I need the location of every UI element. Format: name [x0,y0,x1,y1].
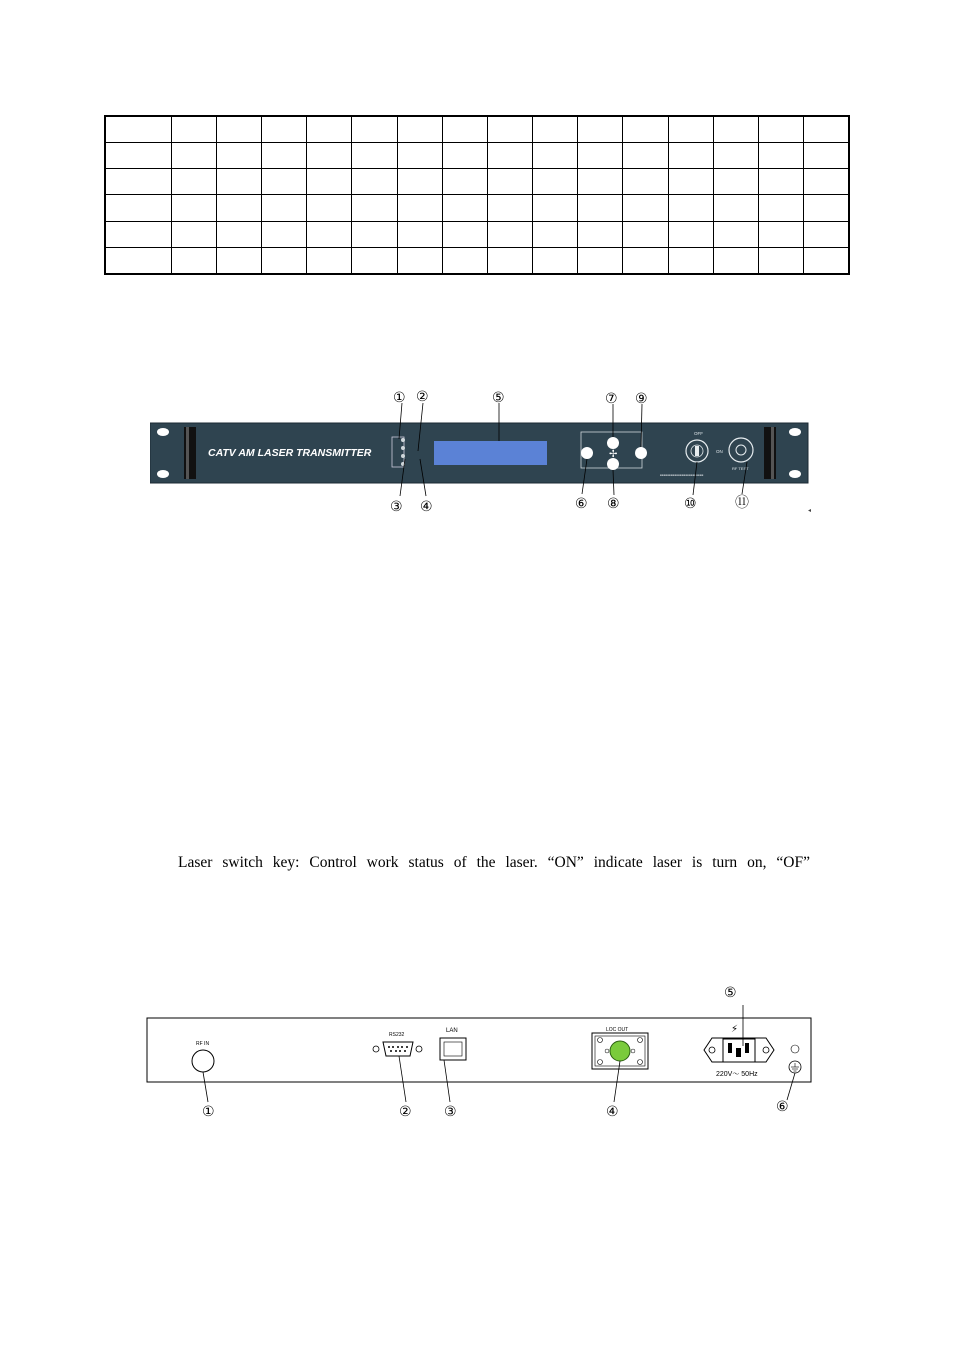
led-indicator [401,446,405,450]
rs232-label: RS232 [389,1032,405,1038]
table-cell [804,195,849,221]
table-cell [397,169,442,195]
back-callout-5: ⑤ [724,984,737,1000]
table-cell [216,116,261,143]
key-right[interactable] [635,447,647,459]
table-cell [713,116,758,143]
table-cell [623,143,668,169]
table-cell [623,247,668,274]
table-cell [578,169,623,195]
table-cell [668,221,713,247]
svg-text:✢: ✢ [609,449,618,460]
callout-4: ④ [420,498,433,514]
table-cell [352,195,397,221]
laser-switch-paragraph: Laser switch key: Control work status of the laser. “ON” indicate laser is turn on, “OF” [178,854,810,871]
table-cell [352,169,397,195]
table-cell [759,247,804,274]
table-cell [487,143,532,169]
table-cell [105,169,171,195]
table-cell [804,247,849,274]
table-cell [442,247,487,274]
table-cell [759,221,804,247]
table-cell [623,221,668,247]
table-cell [262,195,307,221]
callout-6: ⑥ [575,495,588,511]
table-cell [352,221,397,247]
table-cell [713,247,758,274]
table-cell [307,116,352,143]
table-cell [397,247,442,274]
front-panel-figure [150,385,812,520]
table-cell [487,169,532,195]
right-handle [764,427,776,479]
table-cell [171,169,216,195]
table-cell [216,247,261,274]
table-cell [533,116,578,143]
table-cell [171,116,216,143]
table-cell [352,247,397,274]
rf-in-port[interactable] [192,1050,214,1072]
mount-hole [789,428,801,436]
table-cell [713,195,758,221]
table-cell [759,143,804,169]
power-icon: ⚡ [731,1024,739,1035]
callout-5: ⑤ [492,389,505,405]
lcd-display [434,441,547,465]
table-cell [804,221,849,247]
mount-hole [157,428,169,436]
table-cell [487,221,532,247]
back-callout-6: ⑥ [776,1098,789,1114]
table-row [105,116,849,143]
table-cell [442,116,487,143]
table-cell [262,169,307,195]
table-cell [216,195,261,221]
table-cell [623,116,668,143]
table-cell [487,116,532,143]
callout-7: ⑦ [605,390,618,406]
table-cell [352,143,397,169]
table-row [105,195,849,221]
table-cell [623,169,668,195]
key-up[interactable] [607,437,619,449]
left-handle [184,427,196,479]
back-callout-1: ① [202,1103,215,1119]
table-cell [759,195,804,221]
callout-9: ⑨ [635,390,648,406]
callout-11: ⑪ [735,494,749,510]
table-cell [171,143,216,169]
table-cell [713,221,758,247]
table-cell [262,221,307,247]
table-cell [307,247,352,274]
led-indicator [401,454,405,458]
table-cell [216,221,261,247]
table-row [105,169,849,195]
table-cell [759,116,804,143]
table-cell [578,143,623,169]
callout-8: ⑧ [607,495,620,511]
table-row [105,143,849,169]
power-label: 220V～ 50Hz [716,1071,758,1078]
rf-test-label: RF TEST [732,466,749,471]
table-cell [105,247,171,274]
table-cell [668,169,713,195]
table-cell [668,195,713,221]
led-indicator [401,438,405,442]
table-body [105,116,849,274]
table-cell [533,143,578,169]
table-cell [487,195,532,221]
table-cell [759,169,804,195]
table-cell [397,195,442,221]
table-cell [442,143,487,169]
table-cell [713,169,758,195]
table-cell [804,116,849,143]
table-cell [262,247,307,274]
table-row [105,247,849,274]
table-cell [171,195,216,221]
svg-text:◂: ◂ [808,508,812,514]
callout-10: ⑩ [684,495,697,511]
rf-in-label: RF IN [196,1041,210,1047]
table-cell [623,195,668,221]
loc-out-port[interactable] [610,1041,630,1061]
table-cell [442,221,487,247]
table-cell [668,116,713,143]
table-cell [171,221,216,247]
spec-table [104,115,850,275]
table-cell [307,221,352,247]
table-cell [804,169,849,195]
back-callout-4: ④ [606,1103,619,1119]
table-cell [105,116,171,143]
table-cell [397,221,442,247]
table-cell [216,143,261,169]
table-cell [397,116,442,143]
rs232-port[interactable] [383,1042,413,1056]
back-callout-3: ③ [444,1103,457,1119]
table-cell [442,195,487,221]
table-cell [533,247,578,274]
table-cell [713,143,758,169]
table-cell [352,116,397,143]
table-cell [578,221,623,247]
table-cell [442,169,487,195]
back-panel-figure [144,980,814,1125]
key-off-label: OFF [694,431,703,436]
brand-label: CATV AM LASER TRANSMITTER [208,447,372,459]
table-cell [307,143,352,169]
table-cell [262,116,307,143]
table-cell [397,143,442,169]
table-cell [533,221,578,247]
table-cell [578,195,623,221]
table-cell [105,221,171,247]
callout-1: ① [393,389,406,405]
table-cell [668,247,713,274]
table-row [105,221,849,247]
table-cell [578,116,623,143]
table-cell [216,169,261,195]
table-cell [804,143,849,169]
mount-hole [157,470,169,478]
table-cell [307,169,352,195]
table-cell [487,247,532,274]
mount-hole [789,470,801,478]
table-cell [262,143,307,169]
key-left[interactable] [581,447,593,459]
lan-label: LAN [446,1028,458,1034]
table-cell [307,195,352,221]
key-on-label: ON [716,449,723,454]
loc-out-label: LOC OUT [606,1027,629,1033]
table-cell [105,195,171,221]
table-cell [533,195,578,221]
svg-text:■■■■■■■■■■■■■■■■■■■■■■■■: ■■■■■■■■■■■■■■■■■■■■■■■■ [660,473,704,477]
table-cell [578,247,623,274]
table-cell [533,169,578,195]
back-callout-2: ② [399,1103,412,1119]
callout-3: ③ [390,498,403,514]
table-cell [668,143,713,169]
table-cell [171,247,216,274]
callout-2: ② [416,388,429,404]
table-cell [105,143,171,169]
